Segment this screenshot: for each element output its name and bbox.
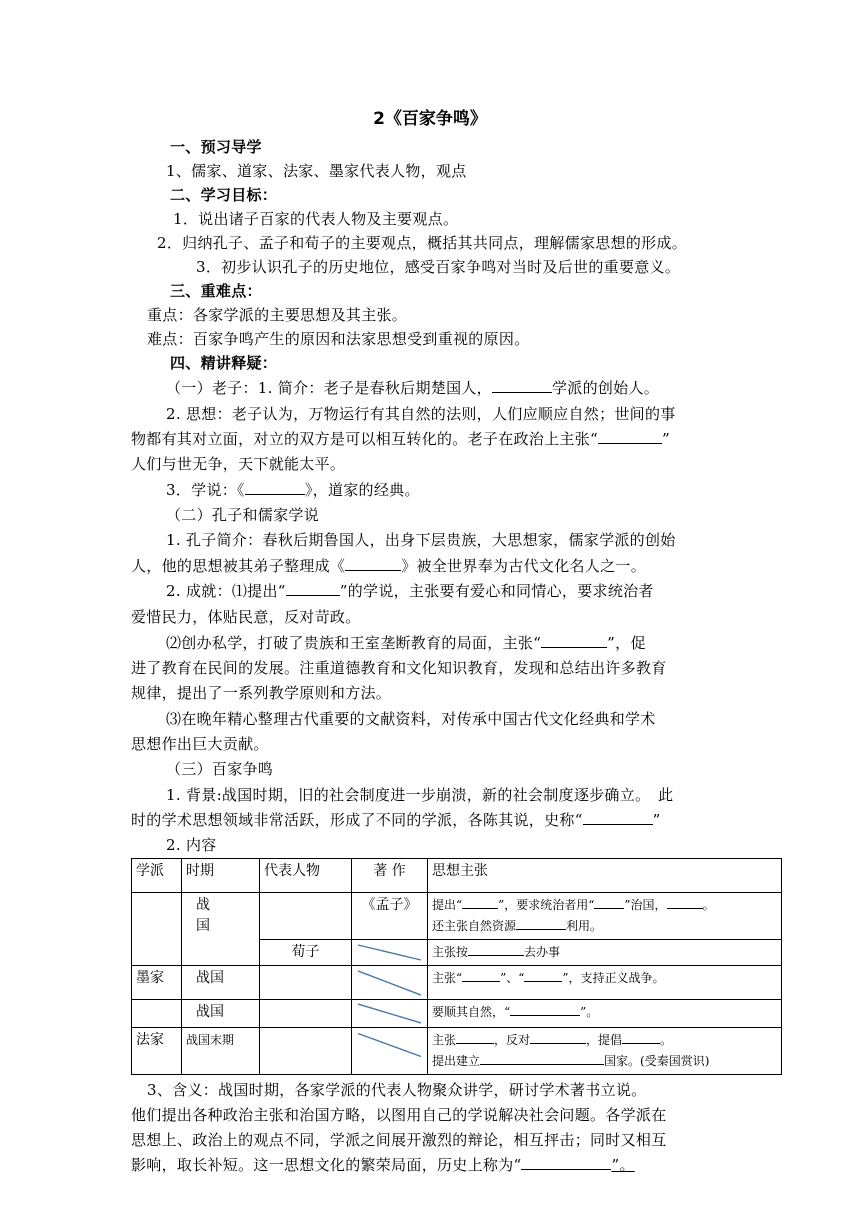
- laozi-intro-text: （一）老子：1. 简介：老子是春秋后期楚国人，: [166, 379, 492, 397]
- kongzi-achieve-2c: 规律，提出了一系列教学原则和方法。: [131, 684, 392, 702]
- cell-period: 战国末期: [182, 1028, 260, 1075]
- period-char-1: 战: [196, 897, 210, 913]
- goal-item-2: 2．归纳孔子、孟子和荀子的主要观点，概括其共同点，理解儒家思想的形成。: [157, 234, 688, 252]
- idea-text: 。: [660, 1033, 673, 1047]
- meaning-line4: [131, 1153, 635, 1177]
- table-row: [132, 893, 782, 940]
- cell-person: 荀子: [260, 940, 352, 966]
- kongzi-intro-line2: [131, 554, 646, 578]
- answer-blank[interactable]: [594, 895, 624, 909]
- answer-blank[interactable]: [456, 1030, 494, 1044]
- cell-work: 《孟子》: [352, 893, 428, 940]
- baijia-background-line2: [131, 808, 661, 832]
- cell-school-empty[interactable]: [132, 893, 182, 966]
- kongzi-achieve-text: 2. 成就：⑴提出“: [166, 582, 286, 600]
- idea-text: ，反对: [494, 1033, 531, 1047]
- answer-blank[interactable]: [492, 376, 552, 393]
- answer-blank[interactable]: [345, 554, 401, 571]
- cell-person-empty[interactable]: [260, 893, 352, 940]
- baijia-content-label: 2. 内容: [166, 836, 217, 854]
- diagonal-line: [352, 940, 427, 965]
- quote-close: ”: [652, 811, 661, 829]
- answer-blank[interactable]: [530, 1030, 586, 1044]
- idea-text: 要顺其自然，“: [432, 1005, 511, 1019]
- diagonal-line: [352, 1028, 427, 1074]
- cell-work-slashed[interactable]: [352, 1028, 428, 1075]
- kongzi-achieve-3: ⑶在晚年精心整理古代重要的文献资料，对传承中国古代文化经典和学术: [166, 710, 656, 728]
- header-work: 著 作: [352, 859, 428, 893]
- kongzi-intro-text-end: 》被全世界奉为古代文化名人之一。: [401, 557, 647, 575]
- idea-text: ”、“: [500, 971, 525, 985]
- cell-period: [182, 893, 260, 966]
- page-title: 2《百家争鸣》: [373, 109, 487, 129]
- schools-table: [131, 858, 782, 1075]
- answer-blank[interactable]: [622, 1030, 660, 1044]
- kongzi-achieve-2: [166, 631, 646, 655]
- cell-idea: [428, 893, 782, 940]
- idea-text: ”，要求统治者用“: [498, 898, 595, 912]
- answer-blank[interactable]: [524, 968, 562, 982]
- idea-text: 。: [702, 898, 715, 912]
- kongzi-intro-line1: 1. 孔子简介：春秋后期鲁国人，出身下层贵族，大思想家，儒家学派的创始: [166, 531, 676, 549]
- idea-text: ”。: [580, 1005, 599, 1019]
- header-school: 学派: [132, 859, 182, 893]
- cell-person-empty[interactable]: [260, 966, 352, 1000]
- idea-text: 提出“: [432, 898, 463, 912]
- kongzi-heading: （二）孔子和儒家学说: [166, 506, 320, 524]
- cell-idea: [428, 1028, 782, 1075]
- laozi-intro: [166, 376, 659, 400]
- answer-blank[interactable]: [245, 478, 305, 495]
- meaning-line3: 思想上、政治上的观点不同，学派之间展开激烈的辩论，相互抨击；同时又相互: [131, 1131, 667, 1149]
- kongzi-intro-text: 人，他的思想被其弟子整理成《: [131, 557, 346, 575]
- cell-idea: [428, 1000, 782, 1028]
- answer-blank[interactable]: [521, 1153, 611, 1170]
- answer-blank[interactable]: [667, 895, 703, 909]
- cell-school-empty[interactable]: [132, 1000, 182, 1028]
- header-person: 代表人物: [260, 859, 352, 893]
- idea-text: 提出建立: [432, 1054, 481, 1068]
- laozi-thought-line1: 2. 思想：老子认为，万物运行有其自然的法则，人们应顺应自然；世间的事: [166, 405, 676, 423]
- table-header-row: [132, 859, 782, 893]
- idea-text: ”，支持正义战争。: [562, 971, 665, 985]
- cell-period: 战国: [182, 966, 260, 1000]
- section-heading-goals: 二、学习目标：: [170, 186, 278, 204]
- answer-blank[interactable]: [480, 1051, 604, 1065]
- idea-text: ”治国，: [624, 898, 667, 912]
- baijia-heading: （三）百家争鸣: [166, 760, 274, 778]
- laozi-thought-line3: 人们与世无争，天下就能太平。: [131, 455, 346, 473]
- answer-blank[interactable]: [286, 579, 340, 596]
- laozi-intro-text-end: 学派的创始人。: [551, 379, 660, 397]
- quote-close: ”: [661, 430, 670, 448]
- cell-work-slashed[interactable]: [352, 966, 428, 1000]
- cell-person-empty[interactable]: [260, 1028, 352, 1075]
- meaning-line2: 他们提出各种政治主张和治国方略，以图用自己的学说解决社会问题。各学派在: [131, 1106, 667, 1124]
- idea-text: 还主张自然资源: [432, 919, 517, 933]
- kongzi-achieve2-text: ⑵创办私学，打破了贵族和王室垄断教育的局面，主张“: [166, 634, 542, 652]
- goal-item-1: 1．说出诸子百家的代表人物及主要观点。: [173, 210, 459, 228]
- idea-text: 国家。(受秦国赏识): [604, 1054, 710, 1068]
- cell-school: 法家: [132, 1028, 182, 1075]
- laozi-doctrine-text-end: 》，道家的经典。: [304, 481, 420, 499]
- cell-work-slashed[interactable]: [352, 1000, 428, 1028]
- kongzi-achieve-2b: 进了教育在民间的发展。注重道德教育和文化知识教育，发现和总结出许多教育: [131, 659, 667, 677]
- preview-line: 1、儒家、道家、法家、墨家代表人物，观点: [166, 162, 467, 180]
- hard-point: 难点：百家争鸣产生的原因和法家思想受到重视的原因。: [147, 330, 530, 348]
- kongzi-achieve-1: [166, 579, 654, 603]
- cell-work-slashed[interactable]: [352, 940, 428, 966]
- idea-text: ，提倡: [586, 1033, 623, 1047]
- idea-text: 利用。: [566, 919, 603, 933]
- idea-text: 主张: [432, 1033, 457, 1047]
- kongzi-achieve2-text-end: ”，促: [607, 634, 646, 652]
- cell-person-empty[interactable]: [260, 1000, 352, 1028]
- header-period: 时期: [182, 859, 260, 893]
- section-heading-keypoints: 三、重难点：: [170, 282, 262, 300]
- answer-blank[interactable]: [583, 808, 653, 825]
- cell-period: 战国: [182, 1000, 260, 1028]
- meaning-line1: 3、含义：战国时期，各家学派的代表人物聚众讲学，研讨学术著书立说。: [147, 1081, 647, 1099]
- idea-text: 主张“: [432, 971, 463, 985]
- answer-blank[interactable]: [541, 631, 607, 648]
- baijia-background-text: 时的学术思想领域非常活跃，形成了不同的学派，各陈其说，史称“: [131, 811, 583, 829]
- answer-blank[interactable]: [598, 427, 662, 444]
- meaning-text: 影响，取长补短。这一思想文化的繁荣局面，历史上称为“: [131, 1156, 522, 1174]
- period-char-2: 国: [196, 918, 210, 934]
- table-row: [132, 1000, 782, 1028]
- baijia-background-line1: 1. 背景:战国时期，旧的社会制度进一步崩溃，新的社会制度逐步确立。 此: [166, 786, 674, 804]
- table-row: [132, 966, 782, 1000]
- answer-blank[interactable]: [510, 1002, 580, 1016]
- section-heading-preview: 一、预习导学: [170, 138, 262, 156]
- diagonal-line: [352, 1000, 427, 1027]
- answer-blank[interactable]: [468, 942, 524, 956]
- idea-text: 去办事: [524, 945, 561, 959]
- answer-blank[interactable]: [462, 895, 498, 909]
- cell-school: 墨家: [132, 966, 182, 1000]
- answer-blank[interactable]: [516, 916, 566, 930]
- section-heading-explain: 四、精讲释疑：: [170, 354, 278, 372]
- laozi-thought-text: 物都有其对立面，对立的双方是可以相互转化的。老子在政治上主张“: [131, 430, 598, 448]
- kongzi-achieve-1b: 爱惜民力，体贴民意，反对苛政。: [131, 608, 361, 626]
- idea-text: 主张按: [432, 945, 469, 959]
- header-idea: 思想主张: [428, 859, 782, 893]
- table-row: [132, 1028, 782, 1075]
- laozi-doctrine: [166, 478, 420, 502]
- diagonal-line: [352, 966, 427, 999]
- answer-blank[interactable]: [462, 968, 500, 982]
- key-point: 重点：各家学派的主要思想及其主张。: [147, 306, 408, 324]
- kongzi-achieve-text-end: ”的学说，主张要有爱心和同情心，要求统治者: [339, 582, 654, 600]
- kongzi-achieve-3b: 思想作出巨大贡献。: [131, 735, 269, 753]
- laozi-doctrine-text: 3．学说：《: [166, 481, 245, 499]
- quote-close: ”。: [611, 1156, 635, 1174]
- cell-idea: [428, 940, 782, 966]
- laozi-thought-line2: [131, 427, 670, 451]
- cell-idea: [428, 966, 782, 1000]
- goal-item-3: 3．初步认识孔子的历史地位，感受百家争鸣对当时及后世的重要意义。: [196, 258, 681, 276]
